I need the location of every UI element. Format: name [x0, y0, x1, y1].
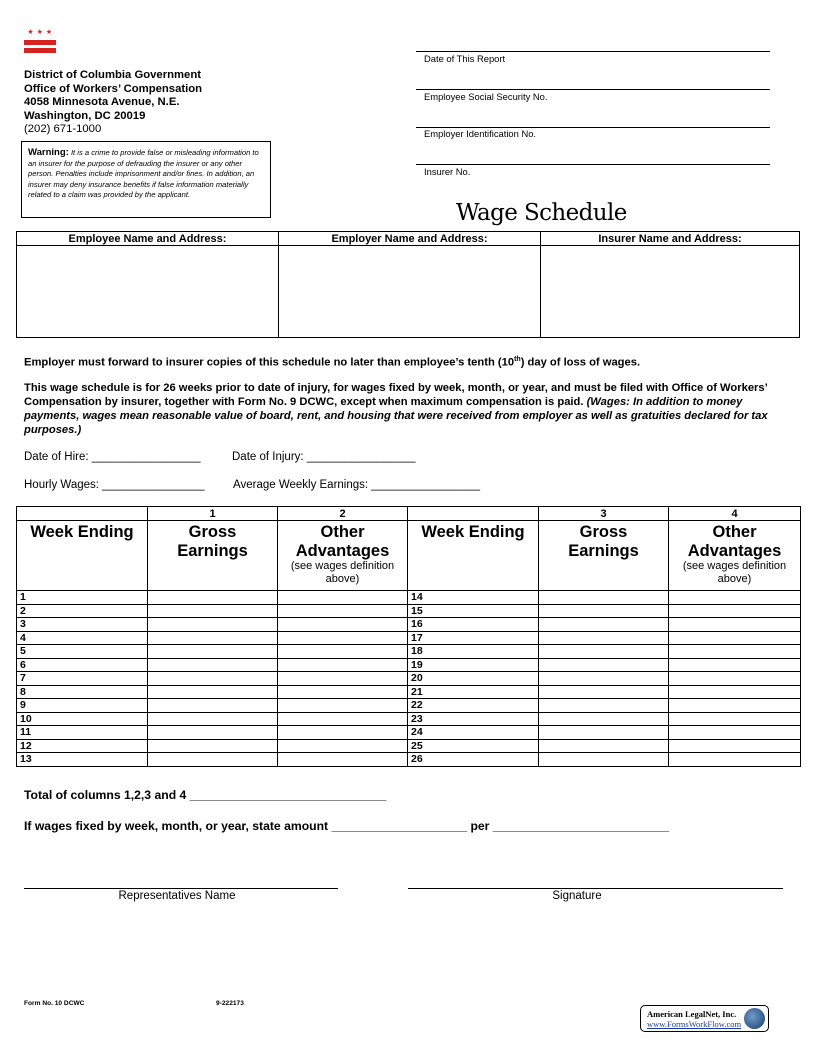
week-number-right: 17 [408, 631, 539, 645]
gross-earnings-cell[interactable] [148, 604, 278, 618]
advantages-label: Advantages [295, 541, 390, 560]
signature-field[interactable] [408, 888, 783, 889]
gross-earnings-cell[interactable] [148, 726, 278, 740]
other-advantages-cell[interactable] [669, 645, 801, 659]
other-advantages-cell[interactable] [278, 739, 408, 753]
other-advantages-cell[interactable] [278, 726, 408, 740]
other-label: Other [320, 523, 365, 541]
other-note-end: above) [325, 573, 360, 585]
gross-earnings-cell[interactable] [539, 726, 669, 740]
fixed-wages-amount-field[interactable]: If wages fixed by week, month, or year, state amount ____________________ [24, 819, 468, 833]
week-number-left: 10 [17, 712, 148, 726]
signature-label: Signature [552, 890, 602, 902]
forward-instruction [24, 353, 794, 370]
week-number-left: 9 [17, 699, 148, 713]
gross-earnings-cell[interactable] [539, 672, 669, 686]
gross-earnings-cell[interactable] [148, 618, 278, 632]
dc-flag-logo [24, 30, 56, 56]
logo-company: American LegalNet, Inc. [647, 1009, 737, 1019]
flag-stars: ★ ★ ★ [27, 29, 53, 36]
other-note-end: above) [717, 573, 752, 585]
employer-name-header: Employer Name and Address: [279, 232, 541, 246]
forward-text: Employer must forward to insurer copies of this schedule no later than employee’s tenth (10 [24, 356, 515, 369]
schedule-instruction [24, 381, 794, 437]
american-legalnet-logo [640, 1005, 769, 1032]
warning-box [21, 141, 271, 218]
week-row [17, 618, 801, 632]
employee-ssn-field[interactable] [416, 89, 770, 90]
date-of-report-field[interactable] [416, 51, 770, 52]
gross-earnings-cell[interactable] [539, 685, 669, 699]
gross-earnings-cell[interactable] [148, 699, 278, 713]
week-number-left: 2 [17, 604, 148, 618]
week-number-left: 11 [17, 726, 148, 740]
week-number-right: 14 [408, 591, 539, 605]
org-phone: (202) 671-1000 [24, 123, 102, 135]
other-advantages-cell[interactable] [669, 618, 801, 632]
week-ending-label: Week Ending [421, 523, 525, 541]
fixed-wages-period-field[interactable]: __________________________ [492, 819, 670, 833]
week-number-right: 19 [408, 658, 539, 672]
week-row [17, 645, 801, 659]
week-number-left: 4 [17, 631, 148, 645]
other-advantages-cell[interactable] [669, 753, 801, 767]
other-advantages-header [669, 521, 801, 591]
other-advantages-cell[interactable] [669, 672, 801, 686]
gross-earnings-header [539, 521, 669, 591]
col-num-3: 3 [539, 507, 669, 521]
other-advantages-cell[interactable] [669, 699, 801, 713]
col-num-blank [17, 507, 148, 521]
week-number-left: 7 [17, 672, 148, 686]
gross-earnings-cell[interactable] [148, 631, 278, 645]
gross-earnings-cell[interactable] [148, 658, 278, 672]
org-address [24, 69, 202, 137]
employee-name-header: Employee Name and Address: [17, 232, 279, 246]
gross-earnings-cell[interactable] [148, 685, 278, 699]
advantages-label: Advantages [687, 541, 782, 560]
other-advantages-cell[interactable] [669, 631, 801, 645]
form-code: 9-222173 [216, 1000, 244, 1007]
employee-ssn-label: Employee Social Security No. [424, 91, 548, 102]
org-line: 4058 Minnesota Avenue, N.E. [24, 96, 180, 108]
week-number-right: 25 [408, 739, 539, 753]
org-line: Office of Workers’ Compensation [24, 82, 203, 95]
earnings-label: Earnings [568, 541, 639, 560]
week-row [17, 685, 801, 699]
other-advantages-cell[interactable] [278, 672, 408, 686]
schedule-text: This wage schedule is for 26 weeks prior to date of injury, for wages fixed by week, month, or year, and must be filed with Office of Workers’ Compensation by insurer, together with Form No. 9 DCWC, except when maximum compensation is paid. [24, 382, 768, 408]
fixed-wages-line [24, 819, 794, 833]
week-ending-header [17, 521, 148, 591]
total-columns-line[interactable]: Total of columns 1,2,3 and 4 _____________________________ [24, 788, 387, 802]
week-number-right: 24 [408, 726, 539, 740]
other-label: Other [712, 523, 757, 541]
average-weekly-earnings-field[interactable]: Average Weekly Earnings: _________________ [233, 479, 481, 491]
date-of-injury-field[interactable]: Date of Injury: _________________ [232, 451, 416, 463]
org-line: Washington, DC 20019 [24, 109, 146, 122]
other-advantages-cell[interactable] [669, 604, 801, 618]
gross-earnings-cell[interactable] [539, 645, 669, 659]
week-number-right: 16 [408, 618, 539, 632]
gross-label: Gross [188, 523, 237, 541]
week-row [17, 699, 801, 713]
week-number-right: 21 [408, 685, 539, 699]
week-number-left: 13 [17, 753, 148, 767]
gross-earnings-cell[interactable] [148, 712, 278, 726]
other-advantages-header [278, 521, 408, 591]
employer-id-label: Employer Identification No. [424, 128, 537, 139]
hourly-wages-field[interactable]: Hourly Wages: ________________ [24, 479, 205, 491]
other-advantages-cell[interactable] [278, 631, 408, 645]
week-number-left: 3 [17, 618, 148, 632]
other-advantages-cell[interactable] [278, 604, 408, 618]
gross-earnings-cell[interactable] [539, 699, 669, 713]
week-number-left: 8 [17, 685, 148, 699]
other-advantages-cell[interactable] [669, 658, 801, 672]
insurer-no-label: Insurer No. [424, 166, 471, 177]
gross-earnings-cell[interactable] [148, 753, 278, 767]
warning-text: It is a crime to provide false or misleading information to an insurer for the purpose of defrauding the insurer or any other person. Penalties include imprisonment and/or fines. In addition, an insurer may deny insurance benefits if false information materially related to a claim was provided by the applicant. [28, 148, 259, 200]
week-row [17, 658, 801, 672]
parties-table [16, 231, 800, 338]
other-note: (see wages definition [290, 560, 395, 572]
gross-earnings-cell[interactable] [539, 739, 669, 753]
insurer-name-header: Insurer Name and Address: [541, 232, 800, 246]
week-row [17, 672, 801, 686]
other-advantages-cell[interactable] [278, 591, 408, 605]
gross-earnings-cell[interactable] [148, 645, 278, 659]
week-number-left: 6 [17, 658, 148, 672]
insurer-no-field[interactable] [416, 164, 770, 165]
warning-label: Warning: [28, 147, 69, 158]
other-advantages-cell[interactable] [278, 685, 408, 699]
week-number-right: 26 [408, 753, 539, 767]
week-number-right: 15 [408, 604, 539, 618]
week-row [17, 631, 801, 645]
week-row [17, 753, 801, 767]
date-of-report-label: Date of This Report [424, 53, 506, 64]
schedule-italic: (Wages: In addition to money payments, wages mean reasonable value of board, rent, and housing that were received from employer as well as gratuities declared for tax purposes.) [24, 396, 768, 436]
form-number: Form No. 10 DCWC [24, 1000, 85, 1007]
other-advantages-cell[interactable] [669, 685, 801, 699]
wage-table [16, 506, 801, 767]
col-num-1: 1 [148, 507, 278, 521]
gross-earnings-cell[interactable] [148, 672, 278, 686]
week-row [17, 604, 801, 618]
week-ending-header [408, 521, 539, 591]
other-advantages-cell[interactable] [278, 712, 408, 726]
other-advantages-cell[interactable] [278, 658, 408, 672]
flag-bar-bottom [24, 48, 56, 53]
gross-earnings-cell[interactable] [539, 658, 669, 672]
page-title: Wage Schedule [456, 200, 627, 226]
employee-name-field[interactable] [17, 246, 279, 338]
org-line: District of Columbia Government [24, 69, 202, 81]
representative-name-label: Representatives Name [118, 890, 236, 902]
other-advantages-cell[interactable] [278, 699, 408, 713]
gross-earnings-cell[interactable] [539, 631, 669, 645]
fixed-wages-per-label: per [470, 819, 490, 833]
week-number-right: 23 [408, 712, 539, 726]
week-number-right: 22 [408, 699, 539, 713]
flag-bar-top [24, 40, 56, 45]
other-advantages-cell[interactable] [278, 645, 408, 659]
globe-icon [744, 1008, 765, 1029]
week-row [17, 726, 801, 740]
gross-earnings-cell[interactable] [539, 604, 669, 618]
week-number-right: 20 [408, 672, 539, 686]
gross-earnings-cell[interactable] [148, 591, 278, 605]
week-rows [17, 591, 801, 767]
col-num-2: 2 [278, 507, 408, 521]
other-advantages-cell[interactable] [669, 712, 801, 726]
week-number-left: 1 [17, 591, 148, 605]
week-ending-label: Week Ending [30, 523, 134, 541]
gross-earnings-cell[interactable] [148, 739, 278, 753]
insurer-name-field[interactable] [541, 246, 800, 338]
other-advantages-cell[interactable] [278, 753, 408, 767]
week-row [17, 591, 801, 605]
forward-text-end: ) day of loss of wages. [520, 356, 641, 369]
other-advantages-cell[interactable] [669, 591, 801, 605]
week-number-left: 12 [17, 739, 148, 753]
earnings-label: Earnings [177, 541, 248, 560]
gross-earnings-cell[interactable] [539, 712, 669, 726]
other-advantages-cell[interactable] [278, 618, 408, 632]
week-row [17, 712, 801, 726]
gross-earnings-cell[interactable] [539, 591, 669, 605]
gross-label: Gross [579, 523, 628, 541]
employer-name-field[interactable] [279, 246, 541, 338]
gross-earnings-cell[interactable] [539, 618, 669, 632]
representative-name-field[interactable] [24, 888, 338, 889]
week-number-right: 18 [408, 645, 539, 659]
other-note: (see wages definition [682, 560, 787, 572]
week-row [17, 739, 801, 753]
week-number-left: 5 [17, 645, 148, 659]
other-advantages-cell[interactable] [669, 739, 801, 753]
col-num-blank [408, 507, 539, 521]
other-advantages-cell[interactable] [669, 726, 801, 740]
gross-earnings-cell[interactable] [539, 753, 669, 767]
logo-url[interactable]: www.FormsWorkFlow.com [647, 1019, 742, 1029]
forward-sup: th [514, 356, 521, 363]
gross-earnings-header [148, 521, 278, 591]
date-of-hire-field[interactable]: Date of Hire: _________________ [24, 451, 201, 463]
col-num-4: 4 [669, 507, 801, 521]
